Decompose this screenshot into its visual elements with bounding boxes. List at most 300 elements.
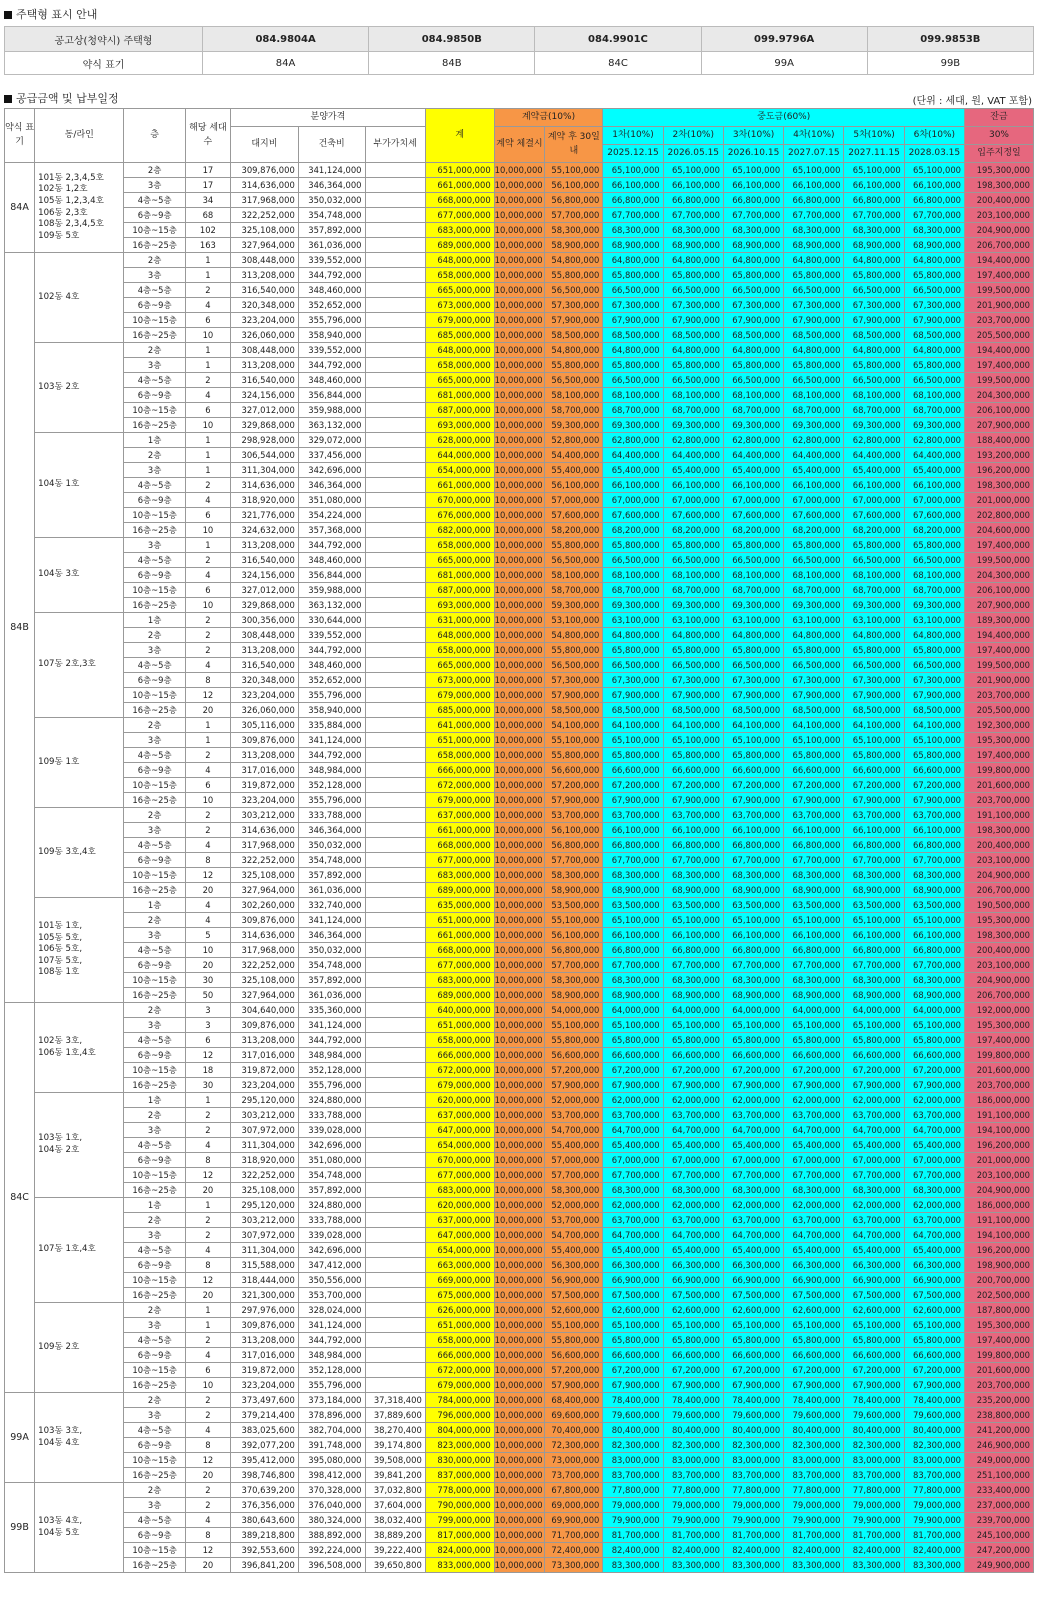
building-price-cell: 339,552,000 — [298, 628, 365, 643]
middle-payment-cell: 68,300,000 — [663, 223, 723, 238]
middle-payment-cell: 64,700,000 — [844, 1123, 904, 1138]
middle-payment-cell: 67,300,000 — [844, 298, 904, 313]
middle-payment-cell: 65,100,000 — [904, 163, 964, 178]
total-price-cell: 673,000,000 — [425, 298, 494, 313]
floor-cell: 16층~25층 — [124, 238, 185, 253]
vat-cell — [365, 433, 425, 448]
middle-payment-cell: 67,700,000 — [663, 853, 723, 868]
balance-cell: 199,500,000 — [964, 283, 1033, 298]
middle-payment-cell: 64,700,000 — [844, 1228, 904, 1243]
households-cell: 4 — [185, 493, 230, 508]
contract-first-cell: 10,000,000 — [494, 313, 545, 328]
land-price-cell: 297,976,000 — [231, 1303, 299, 1318]
middle-payment-cell: 83,300,000 — [844, 1558, 904, 1573]
middle-payment-cell: 64,400,000 — [784, 448, 844, 463]
contract-first-cell: 10,000,000 — [494, 208, 545, 223]
floor-cell: 6층~9층 — [124, 208, 185, 223]
middle-payment-cell: 63,700,000 — [723, 1213, 783, 1228]
land-price-cell: 304,640,000 — [231, 1003, 299, 1018]
land-price-cell: 389,218,800 — [231, 1528, 299, 1543]
middle-payment-cell: 68,500,000 — [784, 703, 844, 718]
middle-payment-cell: 67,700,000 — [844, 208, 904, 223]
middle-payment-cell: 66,600,000 — [784, 1348, 844, 1363]
total-price-cell: 658,000,000 — [425, 1033, 494, 1048]
total-price-cell: 823,000,000 — [425, 1438, 494, 1453]
header-middle-label: 5차(10%) — [844, 127, 904, 145]
building-price-cell: 355,796,000 — [298, 688, 365, 703]
building-price-cell: 355,796,000 — [298, 793, 365, 808]
middle-payment-cell: 63,700,000 — [663, 808, 723, 823]
dong-line-text: 102동 4호 — [38, 291, 80, 302]
middle-payment-cell: 63,500,000 — [844, 898, 904, 913]
middle-payment-cell: 79,000,000 — [663, 1498, 723, 1513]
total-price-cell: 687,000,000 — [425, 583, 494, 598]
total-price-cell: 658,000,000 — [425, 643, 494, 658]
balance-cell: 199,500,000 — [964, 373, 1033, 388]
dong-line-text: 107동 1호,4호 — [38, 1244, 96, 1255]
middle-payment-cell: 67,900,000 — [603, 1078, 663, 1093]
building-price-cell: 344,792,000 — [298, 538, 365, 553]
middle-payment-cell: 68,900,000 — [844, 883, 904, 898]
middle-payment-cell: 66,800,000 — [784, 943, 844, 958]
floor-cell: 6층~9층 — [124, 1438, 185, 1453]
contract-first-cell: 10,000,000 — [494, 1003, 545, 1018]
contract-first-cell: 10,000,000 — [494, 1363, 545, 1378]
vat-cell — [365, 1198, 425, 1213]
balance-cell: 197,400,000 — [964, 1333, 1033, 1348]
dong-line-text: 109동 5호 — [38, 230, 80, 241]
square-bullet-icon — [4, 11, 12, 19]
contract-second-cell: 57,900,000 — [545, 793, 603, 808]
contract-second-cell: 56,500,000 — [545, 283, 603, 298]
contract-second-cell: 55,100,000 — [545, 733, 603, 748]
land-price-cell: 327,012,000 — [231, 403, 299, 418]
contract-second-cell: 58,300,000 — [545, 868, 603, 883]
contract-first-cell: 10,000,000 — [494, 583, 545, 598]
middle-payment-cell: 67,300,000 — [844, 673, 904, 688]
contract-first-cell: 10,000,000 — [494, 1228, 545, 1243]
middle-payment-cell: 68,300,000 — [663, 868, 723, 883]
type-cell: 84C — [5, 1003, 35, 1393]
table-row — [5, 913, 1034, 928]
vat-cell — [365, 583, 425, 598]
middle-payment-cell: 82,400,000 — [603, 1543, 663, 1558]
middle-payment-cell: 68,900,000 — [784, 883, 844, 898]
middle-payment-cell: 64,700,000 — [904, 1123, 964, 1138]
households-cell: 2 — [185, 1408, 230, 1423]
households-cell: 2 — [185, 553, 230, 568]
middle-payment-cell: 64,800,000 — [844, 343, 904, 358]
vat-cell — [365, 808, 425, 823]
middle-payment-cell: 68,200,000 — [904, 523, 964, 538]
balance-cell: 203,700,000 — [964, 313, 1033, 328]
type-row-label: 약식 표기 — [5, 52, 203, 75]
middle-payment-cell: 68,900,000 — [663, 883, 723, 898]
middle-payment-cell: 62,000,000 — [844, 1198, 904, 1213]
table-body — [5, 163, 1034, 1573]
middle-payment-cell: 67,500,000 — [603, 1288, 663, 1303]
middle-payment-cell: 64,700,000 — [663, 1123, 723, 1138]
households-cell: 4 — [185, 298, 230, 313]
total-price-cell: 685,000,000 — [425, 703, 494, 718]
table-row — [5, 928, 1034, 943]
balance-cell: 187,800,000 — [964, 1303, 1033, 1318]
balance-cell: 194,100,000 — [964, 1228, 1033, 1243]
floor-cell: 3층 — [124, 1228, 185, 1243]
middle-payment-cell: 65,800,000 — [784, 643, 844, 658]
middle-payment-cell: 63,700,000 — [663, 1213, 723, 1228]
building-price-cell: 330,644,000 — [298, 613, 365, 628]
balance-cell: 193,200,000 — [964, 448, 1033, 463]
households-cell: 12 — [185, 1273, 230, 1288]
table-row — [5, 208, 1034, 223]
building-price-cell: 348,460,000 — [298, 283, 365, 298]
contract-second-cell: 70,400,000 — [545, 1423, 603, 1438]
middle-payment-cell: 68,700,000 — [784, 403, 844, 418]
balance-cell: 191,100,000 — [964, 1213, 1033, 1228]
table-row — [5, 1423, 1034, 1438]
table-row — [5, 373, 1034, 388]
contract-second-cell: 55,800,000 — [545, 268, 603, 283]
balance-cell: 196,200,000 — [964, 463, 1033, 478]
balance-cell: 197,400,000 — [964, 643, 1033, 658]
balance-cell: 201,900,000 — [964, 673, 1033, 688]
middle-payment-cell: 65,800,000 — [723, 268, 783, 283]
middle-payment-cell: 68,300,000 — [603, 868, 663, 883]
table-row — [5, 808, 1034, 823]
land-price-cell: 311,304,000 — [231, 463, 299, 478]
contract-first-cell: 10,000,000 — [494, 598, 545, 613]
middle-payment-cell: 67,500,000 — [723, 1288, 783, 1303]
middle-payment-cell: 77,800,000 — [784, 1483, 844, 1498]
middle-payment-cell: 78,400,000 — [844, 1393, 904, 1408]
households-cell: 102 — [185, 223, 230, 238]
middle-payment-cell: 67,700,000 — [663, 208, 723, 223]
middle-payment-cell: 62,000,000 — [784, 1198, 844, 1213]
middle-payment-cell: 67,000,000 — [844, 493, 904, 508]
middle-payment-cell: 68,900,000 — [844, 238, 904, 253]
middle-payment-cell: 67,200,000 — [723, 1363, 783, 1378]
building-price-cell: 361,036,000 — [298, 988, 365, 1003]
households-cell: 4 — [185, 763, 230, 778]
balance-cell: 207,900,000 — [964, 598, 1033, 613]
middle-payment-cell: 64,800,000 — [663, 628, 723, 643]
contract-first-cell: 10,000,000 — [494, 1438, 545, 1453]
total-price-cell: 661,000,000 — [425, 823, 494, 838]
land-price-cell: 302,260,000 — [231, 898, 299, 913]
middle-payment-cell: 65,100,000 — [663, 913, 723, 928]
floor-cell: 10층~15층 — [124, 508, 185, 523]
table-row — [5, 283, 1034, 298]
middle-payment-cell: 65,100,000 — [784, 913, 844, 928]
middle-payment-cell: 65,400,000 — [904, 463, 964, 478]
vat-cell — [365, 778, 425, 793]
floor-cell: 4층~5층 — [124, 1033, 185, 1048]
land-price-cell: 308,448,000 — [231, 253, 299, 268]
building-price-cell: 352,128,000 — [298, 1063, 365, 1078]
middle-payment-cell: 67,000,000 — [784, 493, 844, 508]
balance-cell: 246,900,000 — [964, 1438, 1033, 1453]
middle-payment-cell: 79,000,000 — [784, 1498, 844, 1513]
middle-payment-cell: 67,900,000 — [844, 1378, 904, 1393]
middle-payment-cell: 66,500,000 — [723, 373, 783, 388]
middle-payment-cell: 65,800,000 — [904, 268, 964, 283]
dong-line-cell — [35, 718, 124, 808]
contract-second-cell: 56,100,000 — [545, 928, 603, 943]
contract-first-cell: 10,000,000 — [494, 553, 545, 568]
table-row — [5, 868, 1034, 883]
building-price-cell: 359,988,000 — [298, 583, 365, 598]
total-price-cell: 687,000,000 — [425, 403, 494, 418]
contract-second-cell: 55,800,000 — [545, 1333, 603, 1348]
middle-payment-cell: 83,000,000 — [844, 1453, 904, 1468]
households-cell: 1 — [185, 343, 230, 358]
vat-cell — [365, 973, 425, 988]
balance-cell: 199,800,000 — [964, 1348, 1033, 1363]
supply-price-table — [4, 108, 1034, 1573]
balance-cell: 206,700,000 — [964, 238, 1033, 253]
middle-payment-cell: 67,000,000 — [663, 1153, 723, 1168]
middle-payment-cell: 65,800,000 — [844, 358, 904, 373]
type-short-cell: 84B — [369, 52, 535, 75]
middle-payment-cell: 65,100,000 — [603, 1318, 663, 1333]
dong-line-text: 109동 1호 — [38, 756, 80, 767]
middle-payment-cell: 65,400,000 — [663, 1138, 723, 1153]
balance-cell: 198,300,000 — [964, 928, 1033, 943]
households-cell: 4 — [185, 898, 230, 913]
middle-payment-cell: 64,400,000 — [904, 448, 964, 463]
table-row — [5, 1063, 1034, 1078]
middle-payment-cell: 67,900,000 — [784, 793, 844, 808]
households-cell: 2 — [185, 613, 230, 628]
contract-first-cell: 10,000,000 — [494, 508, 545, 523]
building-price-cell: 348,984,000 — [298, 1348, 365, 1363]
middle-payment-cell: 68,300,000 — [723, 1183, 783, 1198]
balance-cell: 206,100,000 — [964, 583, 1033, 598]
floor-cell: 6층~9층 — [124, 763, 185, 778]
balance-cell: 195,300,000 — [964, 913, 1033, 928]
contract-first-cell: 10,000,000 — [494, 523, 545, 538]
building-price-cell: 380,324,000 — [298, 1513, 365, 1528]
type-table — [4, 26, 1034, 75]
middle-payment-cell: 79,000,000 — [723, 1498, 783, 1513]
header-contract-2: 계약 후 30일내 — [545, 127, 603, 163]
floor-cell: 4층~5층 — [124, 193, 185, 208]
households-cell: 34 — [185, 193, 230, 208]
contract-first-cell: 10,000,000 — [494, 748, 545, 763]
middle-payment-cell: 62,000,000 — [844, 1093, 904, 1108]
header-middle-date: 2026.05.15 — [663, 145, 723, 163]
contract-first-cell: 10,000,000 — [494, 928, 545, 943]
middle-payment-cell: 64,700,000 — [603, 1228, 663, 1243]
building-price-cell: 341,124,000 — [298, 913, 365, 928]
total-price-cell: 679,000,000 — [425, 793, 494, 808]
floor-cell: 3층 — [124, 463, 185, 478]
households-cell: 1 — [185, 253, 230, 268]
households-cell: 2 — [185, 1483, 230, 1498]
floor-cell: 3층 — [124, 178, 185, 193]
contract-first-cell: 10,000,000 — [494, 673, 545, 688]
balance-cell: 196,200,000 — [964, 1138, 1033, 1153]
contract-first-cell: 10,000,000 — [494, 163, 545, 178]
vat-cell — [365, 718, 425, 733]
middle-payment-cell: 69,300,000 — [603, 598, 663, 613]
middle-payment-cell: 68,200,000 — [784, 523, 844, 538]
table-row — [5, 733, 1034, 748]
contract-first-cell: 10,000,000 — [494, 1168, 545, 1183]
middle-payment-cell: 64,700,000 — [784, 1123, 844, 1138]
balance-cell: 204,600,000 — [964, 523, 1033, 538]
middle-payment-cell: 83,700,000 — [844, 1468, 904, 1483]
floor-cell: 16층~25층 — [124, 1288, 185, 1303]
total-price-cell: 784,000,000 — [425, 1393, 494, 1408]
middle-payment-cell: 67,300,000 — [603, 298, 663, 313]
contract-first-cell: 10,000,000 — [494, 838, 545, 853]
contract-second-cell: 54,700,000 — [545, 1228, 603, 1243]
contract-first-cell: 10,000,000 — [494, 1138, 545, 1153]
dong-line-text: 104동 5호 — [38, 1527, 80, 1538]
middle-payment-cell: 80,400,000 — [723, 1423, 783, 1438]
middle-payment-cell: 67,200,000 — [904, 1363, 964, 1378]
middle-payment-cell: 68,700,000 — [663, 403, 723, 418]
middle-payment-cell: 65,800,000 — [603, 643, 663, 658]
floor-cell: 2층 — [124, 718, 185, 733]
table-row — [5, 418, 1034, 433]
floor-cell: 1층 — [124, 433, 185, 448]
floor-cell: 4층~5층 — [124, 373, 185, 388]
section-title-supply — [4, 90, 119, 106]
land-price-cell: 306,544,000 — [231, 448, 299, 463]
building-price-cell: 324,880,000 — [298, 1198, 365, 1213]
floor-cell: 10층~15층 — [124, 1363, 185, 1378]
vat-cell — [365, 1108, 425, 1123]
balance-cell: 188,400,000 — [964, 433, 1033, 448]
total-price-cell: 677,000,000 — [425, 208, 494, 223]
vat-cell — [365, 223, 425, 238]
building-price-cell: 357,892,000 — [298, 868, 365, 883]
vat-cell — [365, 1258, 425, 1273]
middle-payment-cell: 65,100,000 — [844, 1018, 904, 1033]
middle-payment-cell: 66,100,000 — [663, 928, 723, 943]
middle-payment-cell: 67,900,000 — [904, 1378, 964, 1393]
middle-payment-cell: 66,600,000 — [844, 1048, 904, 1063]
land-price-cell: 316,540,000 — [231, 553, 299, 568]
total-price-cell: 682,000,000 — [425, 523, 494, 538]
middle-payment-cell: 83,000,000 — [784, 1453, 844, 1468]
middle-payment-cell: 79,600,000 — [784, 1408, 844, 1423]
contract-second-cell: 56,100,000 — [545, 178, 603, 193]
floor-cell: 2층 — [124, 808, 185, 823]
land-price-cell: 316,540,000 — [231, 283, 299, 298]
land-price-cell: 325,108,000 — [231, 223, 299, 238]
floor-cell: 3층 — [124, 1318, 185, 1333]
middle-payment-cell: 69,300,000 — [603, 418, 663, 433]
floor-cell: 10층~15층 — [124, 583, 185, 598]
building-price-cell: 344,792,000 — [298, 1033, 365, 1048]
total-price-cell: 672,000,000 — [425, 1363, 494, 1378]
middle-payment-cell: 68,500,000 — [784, 328, 844, 343]
table-row — [5, 1393, 1034, 1408]
building-price-cell: 344,792,000 — [298, 643, 365, 658]
middle-payment-cell: 67,200,000 — [904, 778, 964, 793]
balance-cell: 245,100,000 — [964, 1528, 1033, 1543]
contract-first-cell: 10,000,000 — [494, 1153, 545, 1168]
total-price-cell: 679,000,000 — [425, 688, 494, 703]
balance-cell: 194,400,000 — [964, 343, 1033, 358]
contract-first-cell: 10,000,000 — [494, 1543, 545, 1558]
middle-payment-cell: 68,300,000 — [904, 868, 964, 883]
building-price-cell: 348,460,000 — [298, 658, 365, 673]
vat-cell — [365, 1243, 425, 1258]
middle-payment-cell: 83,000,000 — [723, 1453, 783, 1468]
middle-payment-cell: 66,900,000 — [904, 1273, 964, 1288]
middle-payment-cell: 82,300,000 — [844, 1438, 904, 1453]
total-price-cell: 647,000,000 — [425, 1123, 494, 1138]
total-price-cell: 689,000,000 — [425, 238, 494, 253]
middle-payment-cell: 65,800,000 — [904, 643, 964, 658]
middle-payment-cell: 68,900,000 — [904, 238, 964, 253]
floor-cell: 16층~25층 — [124, 1378, 185, 1393]
total-price-cell: 648,000,000 — [425, 628, 494, 643]
balance-cell: 204,900,000 — [964, 973, 1033, 988]
middle-payment-cell: 66,500,000 — [904, 553, 964, 568]
contract-second-cell: 54,100,000 — [545, 718, 603, 733]
households-cell: 4 — [185, 1423, 230, 1438]
table-row — [5, 598, 1034, 613]
middle-payment-cell: 80,400,000 — [784, 1423, 844, 1438]
vat-cell — [365, 1228, 425, 1243]
contract-first-cell: 10,000,000 — [494, 898, 545, 913]
households-cell: 12 — [185, 1453, 230, 1468]
middle-payment-cell: 79,900,000 — [844, 1513, 904, 1528]
middle-payment-cell: 64,000,000 — [663, 1003, 723, 1018]
land-price-cell: 313,208,000 — [231, 1333, 299, 1348]
contract-second-cell: 54,400,000 — [545, 448, 603, 463]
middle-payment-cell: 64,100,000 — [723, 718, 783, 733]
contract-second-cell: 56,100,000 — [545, 823, 603, 838]
households-cell: 2 — [185, 1108, 230, 1123]
middle-payment-cell: 68,900,000 — [784, 238, 844, 253]
middle-payment-cell: 67,200,000 — [784, 1363, 844, 1378]
middle-payment-cell: 66,600,000 — [663, 1348, 723, 1363]
balance-cell: 204,900,000 — [964, 1183, 1033, 1198]
balance-cell: 206,700,000 — [964, 883, 1033, 898]
total-price-cell: 648,000,000 — [425, 343, 494, 358]
middle-payment-cell: 65,100,000 — [784, 1018, 844, 1033]
land-price-cell: 323,204,000 — [231, 313, 299, 328]
middle-payment-cell: 68,100,000 — [784, 568, 844, 583]
contract-second-cell: 56,300,000 — [545, 1258, 603, 1273]
middle-payment-cell: 63,700,000 — [904, 808, 964, 823]
middle-payment-cell: 62,600,000 — [784, 1303, 844, 1318]
land-price-cell: 317,968,000 — [231, 193, 299, 208]
middle-payment-cell: 63,700,000 — [844, 1108, 904, 1123]
contract-first-cell: 10,000,000 — [494, 733, 545, 748]
middle-payment-cell: 68,200,000 — [663, 523, 723, 538]
total-price-cell: 620,000,000 — [425, 1093, 494, 1108]
building-price-cell: 339,552,000 — [298, 343, 365, 358]
middle-payment-cell: 66,500,000 — [844, 373, 904, 388]
middle-payment-cell: 68,700,000 — [844, 403, 904, 418]
vat-cell — [365, 508, 425, 523]
households-cell: 1 — [185, 1093, 230, 1108]
vat-cell — [365, 613, 425, 628]
middle-payment-cell: 66,100,000 — [723, 478, 783, 493]
contract-second-cell: 69,600,000 — [545, 1408, 603, 1423]
middle-payment-cell: 63,700,000 — [603, 1213, 663, 1228]
vat-cell — [365, 1003, 425, 1018]
contract-first-cell: 10,000,000 — [494, 1063, 545, 1078]
